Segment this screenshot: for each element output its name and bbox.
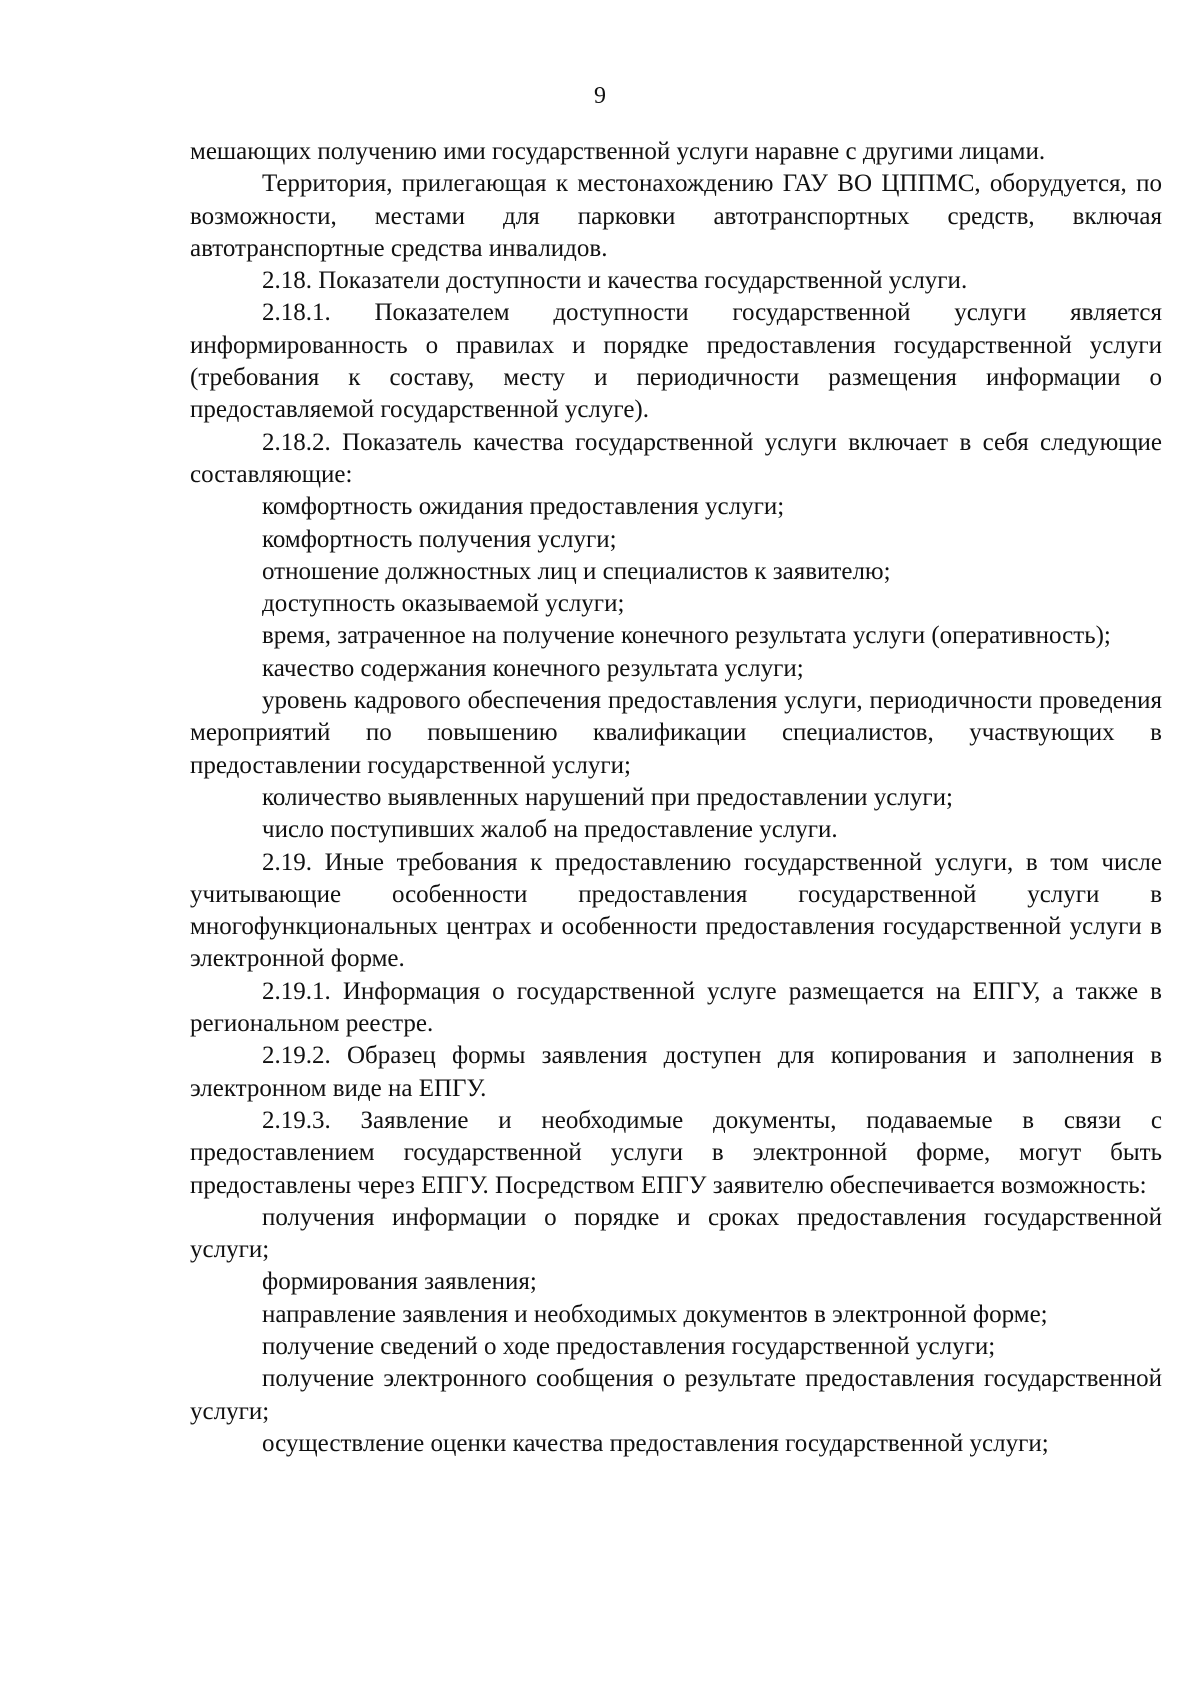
paragraph: формирования заявления; <box>262 1268 537 1296</box>
paragraph: 2.19.3. Заявление и необходимые документы, подаваемые в связи с предоставлением государственной услуги в электронной форме, могут быть предоставлены через ЕПГУ. Посредством ЕПГУ заявителю обеспечивается возможность: <box>190 1106 1162 1199</box>
paragraph: 2.18. Показатели доступности и качества государственной услуги. <box>262 267 968 295</box>
paragraph: 2.19.1. Информация о государственной услуге размещается на ЕПГУ, а также в региональном реестре. <box>190 977 1162 1038</box>
document-body <box>190 136 1162 1460</box>
paragraph: количество выявленных нарушений при предоставлении услуги; <box>262 783 953 811</box>
paragraph: комфортность получения услуги; <box>262 525 617 553</box>
paragraph: Территория, прилегающая к местонахождению ГАУ ВО ЦППМС, оборудуется, по возможности, местами для парковки автотранспортных средств, включая автотранспортные средства инвалидов. <box>190 170 1162 262</box>
paragraph: комфортность ожидания предоставления услуги; <box>262 493 785 521</box>
paragraph: отношение должностных лиц и специалистов к заявителю; <box>262 557 891 585</box>
paragraph: 2.19.2. Образец формы заявления доступен для копирования и заполнения в электронном виде на ЕПГУ. <box>190 1042 1162 1102</box>
paragraph: 2.19. Иные требования к предоставлению государственной услуги, в том числе учитывающие особенности предоставления государственной услуги в многофункциональных центрах и особенности предоставления государственной услуги в электронной форме. <box>190 848 1162 973</box>
paragraph: 2.18.2. Показатель качества государственной услуги включает в себя следующие составляющие: <box>190 428 1162 488</box>
paragraph: получение сведений о ходе предоставления государственной услуги; <box>262 1332 996 1360</box>
paragraph: уровень кадрового обеспечения предоставления услуги, периодичности проведения мероприятий по повышению квалификации специалистов, участвующих в предоставлении государственной услуги; <box>190 687 1162 779</box>
paragraph: качество содержания конечного результата услуги; <box>262 654 804 682</box>
paragraph: доступность оказываемой услуги; <box>262 590 625 618</box>
page-number: 9 <box>594 83 606 109</box>
paragraph: число поступивших жалоб на предоставление услуги. <box>262 816 838 844</box>
paragraph: получение электронного сообщения о результате предоставления государственной услуги; <box>190 1365 1162 1425</box>
paragraph: мешающих получению ими государственной услуги наравне с другими лицами. <box>190 138 1046 165</box>
paragraph: осуществление оценки качества предоставления государственной услуги; <box>262 1429 1049 1457</box>
paragraph: получения информации о порядке и сроках предоставления государственной услуги; <box>190 1203 1162 1264</box>
paragraph: направление заявления и необходимых документов в электронной форме; <box>262 1300 1048 1328</box>
paragraph: 2.18.1. Показателем доступности государственной услуги является информированность о правилах и порядке предоставления государственной услуги (требования к составу, месту и периодичности размещения информации о предоставляемой государственной услуге). <box>190 299 1162 424</box>
paragraph: время, затраченное на получение конечного результата услуги (оперативность); <box>262 622 1111 650</box>
